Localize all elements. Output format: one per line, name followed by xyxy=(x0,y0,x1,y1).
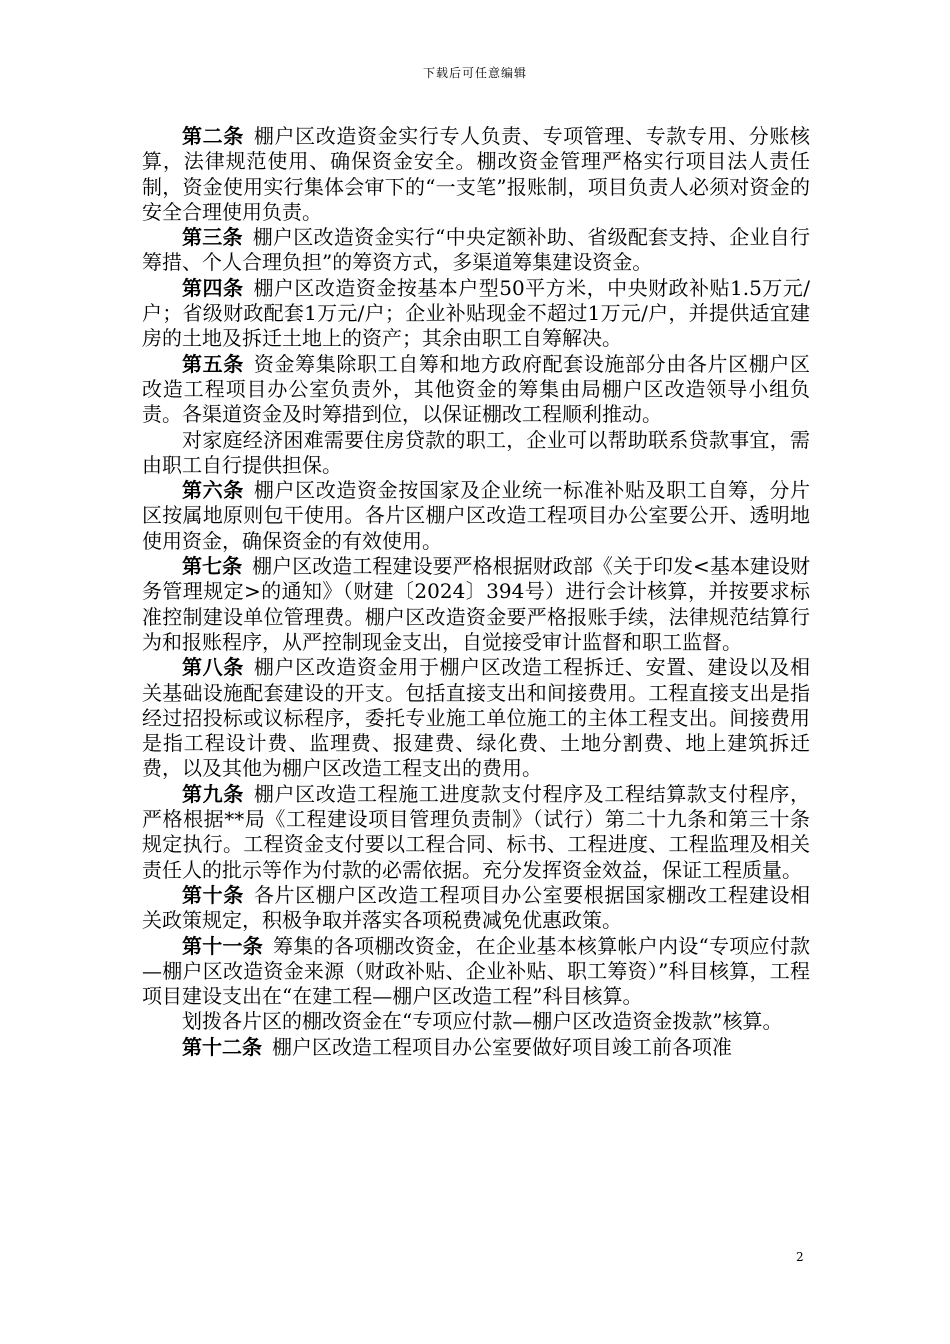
article-text: 各片区棚户区改造工程项目办公室要根据国家棚改工程建设相关政策规定，积极争取并落实各项税费减免优惠政策。 xyxy=(142,882,811,933)
page-header: 下载后可任意编辑 xyxy=(422,66,527,80)
article-number: 第八条 xyxy=(182,655,244,680)
article-number: 第九条 xyxy=(182,781,244,806)
article-9 xyxy=(142,782,810,883)
article-11 xyxy=(142,934,810,1010)
article-7 xyxy=(142,554,810,655)
article-number: 第四条 xyxy=(182,275,244,300)
article-text: 棚户区改造工程建设要严格根据财政部《关于印发<基本建设财务管理规定>的通知》（财建〔2024〕394号）进行会计核算，并按要求标准控制建设单位管理费。棚户区改造资金要严格报账手续，法律规范结算行为和报账程序，从严控制现金支出，自觉接受审计监督和职工监督。 xyxy=(142,554,810,654)
article-4 xyxy=(142,276,810,352)
article-number: 第十一条 xyxy=(182,933,264,958)
article-text: 棚户区改造资金用于棚户区改造工程拆迁、安置、建设以及相关基础设施配套建设的开支。包括直接支出和间接费用。工程直接支出是指经过招投标或议标程序，委托专业施工单位施工的主体工程支出。间接费用是指工程设计费、监理费、报建费、绿化费、土地分割费、地上建筑拆迁费，以及其他为棚户区改造工程支出的费用。 xyxy=(142,655,811,781)
article-10 xyxy=(142,883,810,934)
article-number: 第三条 xyxy=(182,225,243,250)
article-number: 第二条 xyxy=(182,124,244,148)
article-text: 资金筹集除职工自筹和地方政府配套设施部分由各片区棚户区改造工程项目办公室负责外，其他资金的筹集由局棚户区改造领导小组负责。各渠道资金及时筹措到位，以保证棚改工程顺利推动。 xyxy=(142,351,811,427)
page-number: 2 xyxy=(796,1250,804,1264)
article-text: 棚户区改造资金按国家及企业统一标准补贴及职工自筹，分片区按属地原则包干使用。各片区棚户区改造工程项目办公室要公开、透明地使用资金，确保资金的有效使用。 xyxy=(142,478,811,553)
article-text: 筹集的各项棚改资金，在企业基本核算帐户内设“专项应付款—棚户区改造资金来源（财政补贴、企业补贴、职工筹资）”科目核算，工程项目建设支出在“在建工程—棚户区改造工程”科目核算。 xyxy=(142,933,811,1009)
article-number: 第十二条 xyxy=(182,1034,262,1059)
article-text: 棚户区改造工程项目办公室要做好项目竣工前各项准 xyxy=(272,1034,732,1059)
paragraph-loan xyxy=(142,428,810,479)
article-text: 棚户区改造资金按基本户型50平方米，中央财政补贴1.5万元/户；省级财政配套1万元/户；企业补贴现金不超过1万元/户，并提供适宜建房的土地及拆迁土地上的资产；其余由职工自筹解决。 xyxy=(142,275,810,351)
article-text: 棚户区改造资金实行专人负责、专项管理、专款专用、分账核算，法律规范使用、确保资金安全。棚改资金管理严格实行项目法人责任制，资金使用实行集体会审下的“一支笔”报账制，项目负责人必须对资金的安全合理使用负责。 xyxy=(142,124,811,224)
article-12 xyxy=(142,1035,810,1060)
article-number: 第五条 xyxy=(182,351,244,376)
article-2 xyxy=(142,124,810,225)
document-body xyxy=(142,124,810,1060)
article-3 xyxy=(142,225,810,276)
article-text: 棚户区改造工程施工进度款支付程序及工程结算款支付程序，严格根据**局《工程建设项目管理负责制》（试行）第二十九条和第三十条规定执行。工程资金支付要以工程合同、标书、工程进度、工程监理及相关责任人的批示等作为付款的必需依据。充分发挥资金效益，保证工程质量。 xyxy=(142,781,811,882)
article-8 xyxy=(142,655,810,781)
article-text: 棚户区改造资金实行“中央定额补助、省级配套支持、企业自行筹措、个人合理负担”的筹资方式，多渠道筹集建设资金。 xyxy=(142,225,810,275)
paragraph-allocation xyxy=(142,1009,810,1034)
article-5 xyxy=(142,352,810,428)
paragraph-text: 对家庭经济困难需要住房贷款的职工，企业可以帮助联系贷款事宜，需由职工自行提供担保。 xyxy=(142,427,810,477)
article-number: 第六条 xyxy=(182,478,244,503)
article-6 xyxy=(142,478,810,554)
article-number: 第七条 xyxy=(182,554,243,579)
article-number: 第十条 xyxy=(182,882,244,907)
paragraph-text: 划拨各片区的棚改资金在“专项应付款—棚户区改造资金拨款”核算。 xyxy=(182,1009,783,1034)
